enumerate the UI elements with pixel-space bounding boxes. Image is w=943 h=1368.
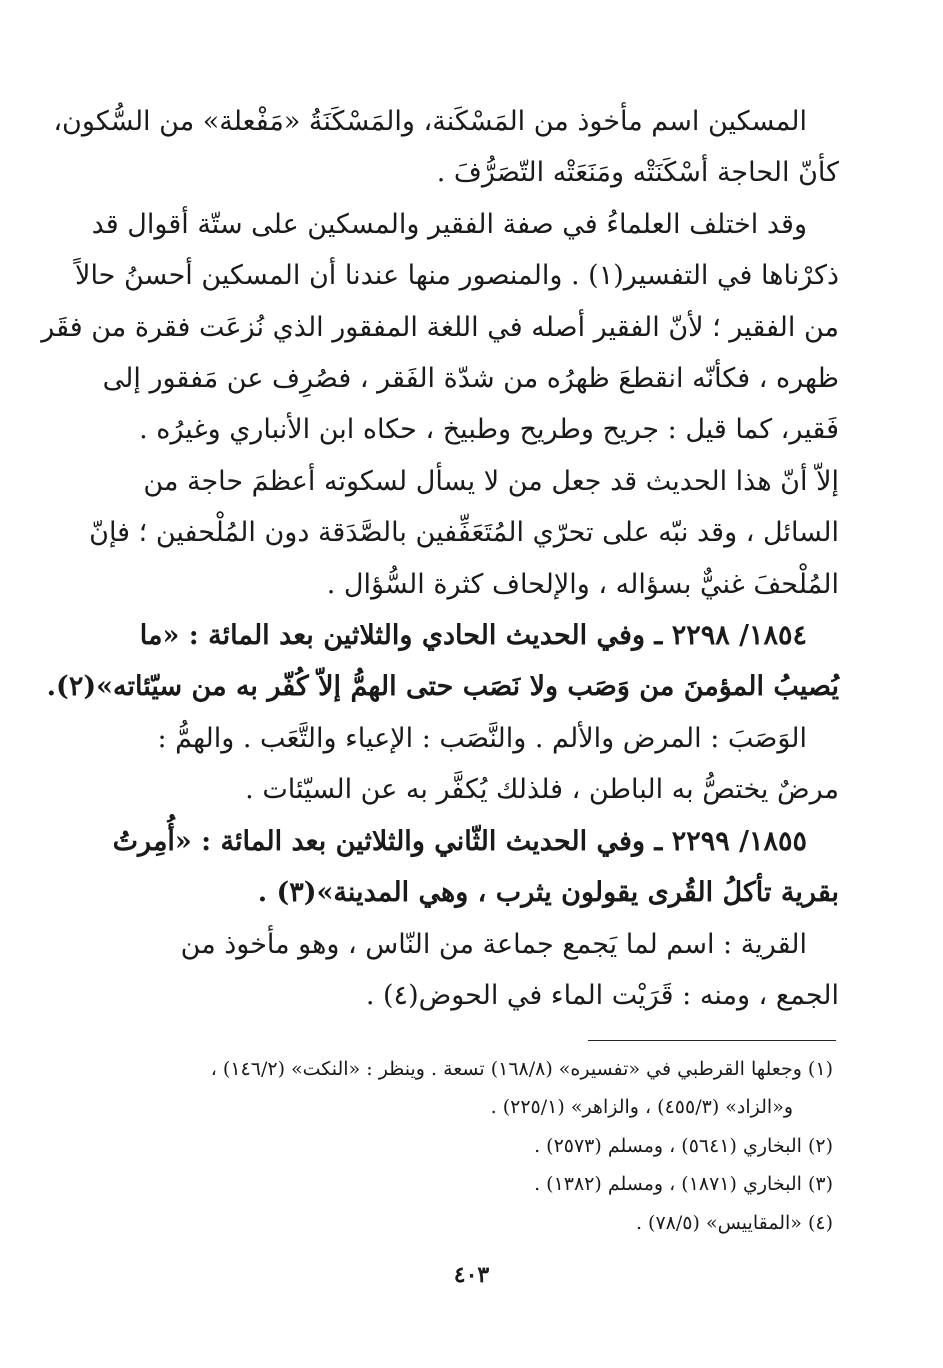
page-number: ٤٠٣ bbox=[453, 1262, 490, 1288]
text-line: المُلْحفَ غنيٌّ بسؤاله ، والإلحاف كثرة السُّؤال . bbox=[326, 568, 839, 600]
footnote-1-continuation: و«الزاد» (٤٥٥/٣) ، والزاهر» (٢٢٥/١) . bbox=[490, 1096, 793, 1119]
hadith-1855 bbox=[100, 816, 839, 919]
hadith-heading-line: ١٨٥٤/ ٢٢٩٨ ـ وفي الحديث الحادي والثلاثين بعد المائة : «ما bbox=[139, 620, 807, 652]
text-line: كأنّ الحاجة أسْكَنَتْه ومَنَعَتْه التّصَرُّفَ . bbox=[436, 157, 839, 189]
text-line: السائل ، وقد نبّه على تحرّي المُتَعَفِّفين بالصَّدَقة دون المُلْحفين ؛ فإنّ bbox=[89, 517, 839, 549]
text-line: وقد اختلف العلماءُ في صفة الفقير والمسكين على ستّة أقوال قد bbox=[91, 208, 807, 240]
text-line: الوَصَبَ : المرض والألم . والنَّصَب : الإعياء والتَّعَب . والهمُّ : bbox=[157, 722, 807, 754]
paragraph-miskin-definition bbox=[53, 96, 839, 199]
hadith-text-line: بقرية تأكلُ القُرى يقولون يثرب ، وهي المدينة»(٣) . bbox=[257, 877, 839, 909]
hadith-1854 bbox=[46, 610, 839, 713]
footnote-2: (٢) البخاري (٥٦٤١) ، ومسلم (٢٥٧٣) . bbox=[534, 1134, 833, 1157]
text-line: فَقير، كما قيل : جريح وطريح وطبيخ ، حكاه ابن الأنباري وغيرُه . bbox=[139, 414, 839, 446]
text-line: الجمع ، ومنه : قَرَيْت الماء في الحوض(٤) . bbox=[365, 979, 839, 1011]
paragraph-scholars-disagreement bbox=[41, 199, 839, 610]
text-line: ظهره ، فكأنّه انقطعَ ظهرُه من شدّة الفَقر ، فصُرِف عن مَفقور إلى bbox=[102, 363, 839, 395]
text-line: مرضٌ يختصُّ به الباطن ، فلذلك يُكفَّر به عن السيّئات . bbox=[245, 774, 839, 806]
footnote-3: (٣) البخاري (١٨٧١) ، ومسلم (١٣٨٢) . bbox=[534, 1173, 833, 1196]
paragraph-wasab-explanation bbox=[100, 713, 839, 816]
hadith-heading-line: ١٨٥٥/ ٢٢٩٩ ـ وفي الحديث الثّاني والثلاثين بعد المائة : «أُمِرتُ bbox=[112, 825, 807, 857]
footnote-4: (٤) «المقاييس» (٧٨/٥) . bbox=[635, 1211, 833, 1234]
footnote-separator bbox=[588, 1040, 836, 1041]
footnotes bbox=[100, 1050, 833, 1242]
paragraph-qarya-explanation bbox=[100, 919, 839, 1022]
hadith-text-line: يُصيبُ المؤمنَ من وَصَب ولا نَصَب حتى الهمُّ إلاّ كُفّر به من سيّئاته»(٢). bbox=[46, 671, 839, 703]
text-line: المسكين اسم مأخوذ من المَسْكَنة، والمَسْكَنَةُ «مَفْعلة» من السُّكون، bbox=[53, 106, 807, 137]
text-line: القرية : اسم لما يَجمع جماعة من النّاس ، وهو مأخوذ من bbox=[180, 928, 807, 960]
footnote-1: (١) وجعلها القرطبي في «تفسيره» (١٦٨/٨) تسعة . وينظر : «النكت» (١٤٦/٢) ، bbox=[210, 1058, 833, 1080]
text-line: إلاّ أنّ هذا الحديث قد جعل من لا يسأل لسكوته أعظمَ حاجة من bbox=[143, 465, 839, 497]
text-line: من الفقير ؛ لأنّ الفقير أصله في اللغة المفقور الذي نُزعَت فقرة من فقَر bbox=[41, 311, 839, 343]
text-line: ذكرْناها في التفسير(١) . والمنصور منها عندنا أن المسكين أحسنُ حالاً bbox=[75, 260, 839, 292]
